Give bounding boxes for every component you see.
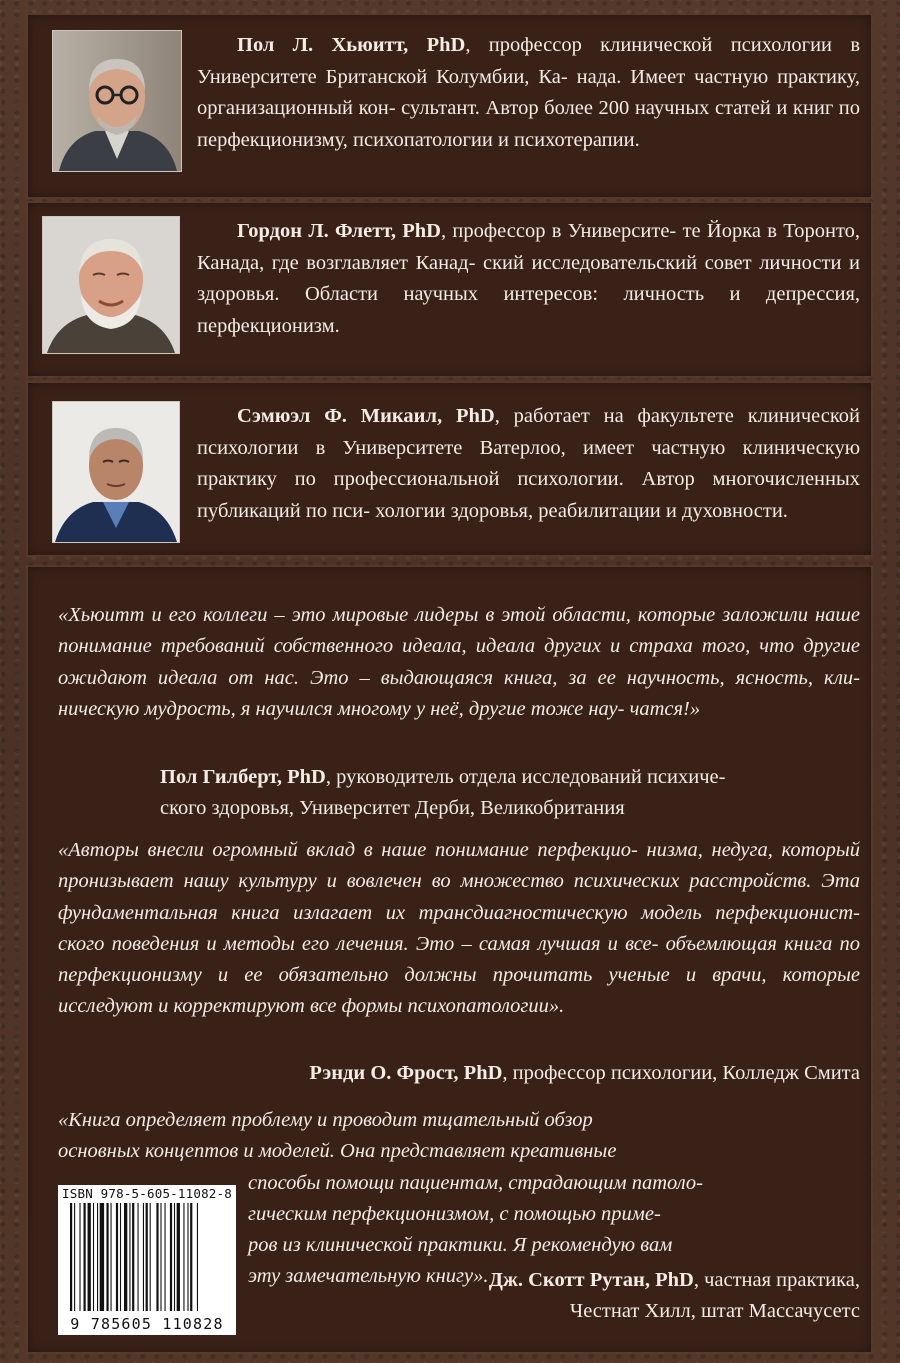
reviewer-name: Рэнди О. Фрост, PhD <box>309 1062 503 1084</box>
review-attribution-2 <box>58 1058 860 1089</box>
author-name: Гордон Л. Флетт, PhD <box>237 220 441 242</box>
author-photo-1 <box>52 30 182 172</box>
review-attribution-3 <box>240 1265 860 1328</box>
quote-line: множество психических расстройств. Эта фундаментальная <box>58 870 860 924</box>
quote-line: чатся!» <box>629 697 701 720</box>
bio-line: сультант. Автор более 200 научных статей и книг по <box>401 97 860 119</box>
bio-line: психологии в Университете Британской Колумбии, Ка- <box>197 34 861 88</box>
quote-line: «Хьюитт и его коллеги – это мировые лидеры в этой области, <box>58 604 631 626</box>
bio-line: клинической психологии в Университете Ватерлоо, имеет <box>197 405 860 459</box>
reviewer-name: Дж. Скотт Рутан, PhD <box>488 1269 694 1291</box>
bio-line: частную клиническую практику по профессиональной <box>197 436 861 490</box>
review-quote-2 <box>58 835 860 1023</box>
isbn-label: ISBN 978-5-605-11082-8 <box>62 1186 232 1201</box>
bio-line: психологии. Автор многочисленных публикаций по пси- <box>197 468 861 522</box>
author-photo-3 <box>52 401 180 543</box>
quote-line: основных концептов и моделей. Она представляет креативные <box>58 1140 617 1163</box>
quote-line: от нас. Это – выдающаяся книга, за ее научность, ясность, кли- <box>228 666 861 689</box>
quote-line: гическим перфекционизмом, с помощью приме- <box>248 1202 661 1225</box>
quote-line: «Авторы внесли огромный вклад в наше понимание перфекцио- <box>58 839 638 861</box>
author-photo-2 <box>42 216 180 354</box>
author-name: Сэмюэл Ф. Микаил, PhD <box>237 405 495 427</box>
quote-line: ского поведения и методы его лечения. Это – самая лучшая и все- <box>58 932 659 955</box>
review-quote-1 <box>58 600 860 725</box>
quote-line: идеала, идеала других и страха того, что другие ожидают идеала <box>58 635 860 689</box>
reviewer-role: , профессор психологии, Колледж Смита <box>502 1062 860 1084</box>
isbn-barcode <box>58 1185 236 1335</box>
bio-line: те Йорка в Торонто, Канада, где возглавляет Канад- <box>197 220 861 274</box>
bio-line: , работает на факультете <box>494 405 734 427</box>
bio-line: перфекционизм. <box>197 314 340 337</box>
bio-line: , профессор в Университе- <box>440 220 677 242</box>
review-attribution-1 <box>160 762 860 825</box>
quote-line: «Книга определяет проблему и проводит тщательный обзор <box>58 1109 593 1131</box>
reviewer-role: , руководитель отдела исследований психиче- <box>325 766 726 788</box>
quote-line: эту замечательную книгу». <box>248 1265 489 1288</box>
quote-line: способы помощи пациентам, страдающим патоло- <box>248 1171 704 1194</box>
bio-line: Области научных интересов: личность и депрессия, <box>304 283 861 305</box>
bio-line: ский исследовательский совет личности и здоровья. <box>197 251 861 305</box>
reviewer-role: ского здоровья, Университет Дерби, Великобритания <box>160 797 625 820</box>
barcode-digits: 9 785605 110828 <box>70 1315 224 1333</box>
quote-line: объемлющая книга по перфекционизму и ее обязательно должны <box>58 932 860 987</box>
bio-line: перфекционизму, психопатологии и психотерапии. <box>197 128 640 151</box>
reviewer-name: Пол Гилберт, PhD <box>160 766 326 788</box>
quote-line: низма, недуга, который пронизывает нашу культуру и вовлечен во <box>58 839 861 893</box>
author-bio-3 <box>197 401 860 527</box>
quote-line: ров из клинической практики. Я рекомендую вам <box>248 1234 673 1257</box>
bio-line: нада. Имеет частную практику, организационный кон- <box>197 65 861 119</box>
bio-line: , профессор клинической <box>465 34 713 56</box>
quote-line: все формы психопатологии». <box>309 995 565 1018</box>
author-name: Пол Л. Хьюитт, PhD <box>237 34 466 56</box>
quote-line: которые заложили наше понимание требований собственного <box>58 604 861 658</box>
barcode-bars-icon <box>70 1203 224 1311</box>
quote-line: прочитать ученые и врачи, которые исследуют и корректируют <box>58 964 861 1018</box>
bio-line: хологии здоровья, реабилитации и духовности. <box>375 499 788 522</box>
author-bio-2 <box>197 216 860 342</box>
reviewer-role: Честнат Хилл, штат Массачусетс <box>569 1300 860 1323</box>
quote-line: ническую мудрость, я научился многому у неё, другие тоже нау- <box>58 697 625 720</box>
author-bio-1 <box>197 30 860 156</box>
reviewer-role: , частная практика, <box>693 1269 860 1291</box>
quote-line: книга излагает их трансдиагностическую модель перфекционист- <box>231 901 860 924</box>
